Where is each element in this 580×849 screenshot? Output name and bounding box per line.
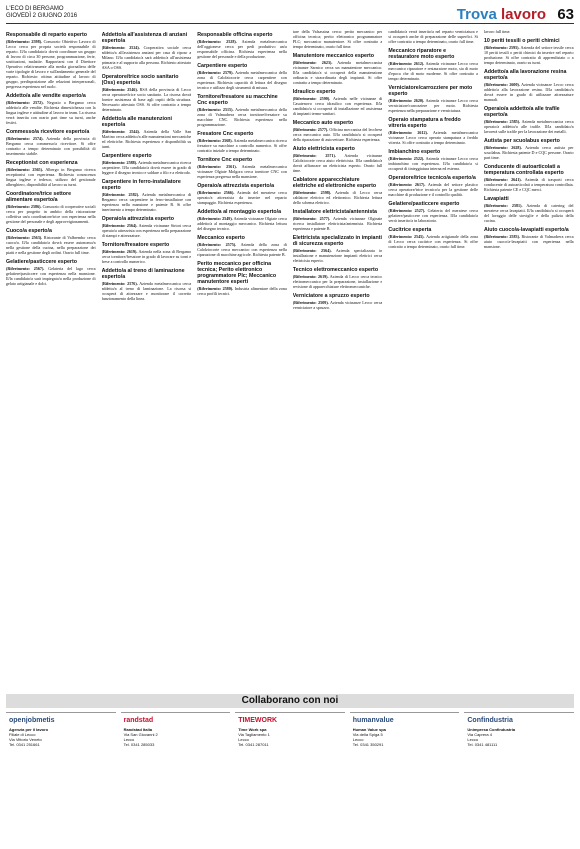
listing-text: Azienda vicinanze Lecco cerca verniciatore/carrozziere per moto. Richiesta esperienza nella preparazione e verniciatura. [388,98,478,113]
listing-title: Gelatiere/pasticcere esperto [388,201,460,207]
listing-text: tare della Valsassina cerca: perito meccanico per officina tecnica; perito elettronico programmatore PLC; meccanico manutentore. Si offre contratto a tempo determinato, orario full time. [292,29,383,49]
listing-reference: (Riferimento: 2524). [101,45,140,50]
listing-text: Azienda metalmeccanica di Bergamo cerca carpentiere in ferro-installatore con esperienza nella mansione e patente B. Si offre inserimento a tempo determinato. [101,192,192,212]
listing-text: Azienda vicinanze Lecco cerca imbianchino con esperienza. Il/la candidato/a si occuperà di tinteggiatura interna ed esterna. [388,156,478,171]
listing-text: Azienda di catering del meratese cerca lavapiatti. Il/la candidato/a si occuperà del lavaggio delle stoviglie e della pulizia della cucina. [483,203,574,223]
listing-body [293,274,383,289]
listing-text: Azienda vicinanze Lecco cerca verniciatore a spruzzo. [292,300,383,310]
listing-text: Consorzio Obiettivo Lavoro di Lecco cerca per propria società responsabile di reparto. Il/la candidato/a dovrà coordinare un gruppo di lavoro di circa 30 persone, programmazione, ferie, sostituzioni, malattie. Rapportarsi con il Direttore Operativo relativamente alla media giornaliera delle varie tipologie di lavoro e sull'andamento generale del reparto. Richiesto: ottima attitudine al lavoro di gruppo, predisposizione alle relazioni interpersonali, pregressa esperienza nel ruolo. [6,39,96,89]
listing-body [388,182,478,197]
listing-title: Operaio/a addetto/a alle trafile esperto/a [483,106,560,118]
listing-body [484,82,574,102]
listing-body [102,160,192,175]
listing-reference: (Riferimento: 2628). [483,145,522,150]
listing-reference: (Riferimento: 2546). [101,87,138,92]
listing-body [388,156,478,171]
listing-body [6,204,96,224]
partner-ads [6,712,574,843]
listing-body [197,164,287,179]
listing-reference: (Riferimento: 2620). [388,98,425,103]
listing-text: Albergo in Bergamo ricerca receptionist con esperienza. Richiesta conoscenza lingua inglese e tedesco, utilizzo del gestionale alberghiero, disponibilità al lavoro su turni. [6,167,96,187]
listing-text: Azienda vicinanze Sirtori cerca operaio/a attrezzista con esperienza nella preparazione di stampi e attrezzature. [101,223,192,238]
partners-band [6,694,574,708]
listing-text: Gelateria del lago cerca gelatiere/pasticcere con esperienza nella mansione. Il/la candidato/a sarà impiegato/a nella produzione di gelato artigianale e dolci. [6,266,96,286]
listing-body [484,45,574,65]
partner-name: Agenzia per il lavoro [9,727,49,732]
listing-reference: (Riferimento: 2515). [197,107,234,112]
listing-text: Azienda cerca autista per scuolabus. Richiesta patente D e CQC persone. Orario part time. [483,145,574,160]
listing-title: Carpentiere esperto [101,153,152,159]
listings-columns [6,28,574,689]
listing-reference: (Riferimento: 2565). [6,167,43,172]
listing-text: Azienda vicinanze Lecco cerca meccanico riparatore e restauratore moto, sia di moto d'epoca che di moto moderne. Si offre contratto a tempo determinato. [388,61,478,81]
listing-reference: (Riferimento: 2572). [6,100,44,105]
listing-title: Autista per scuolabus esperto [483,138,560,144]
partner-contact-line: Tel. 0341 350291 [352,742,384,747]
listing-text: Azienda vicinanze Olgiate cerca addetto/a al montaggio meccanico. Richiesta lettura del disegno tecnico. [197,216,287,231]
listing-title: Imbianchino esperto [388,149,441,155]
listing-body [484,203,574,223]
listing-reference: (Riferimento: 2579). [197,70,234,75]
partner-ad [350,712,460,843]
listings-column [197,28,287,689]
listing-title: Meccanico auto esperto [292,120,354,126]
listing-body [197,107,287,127]
section-title [457,6,546,23]
listing-reference: (Riferimento: 2583). [483,234,520,239]
listing-text: Azienda metalmeccanica cerca operaio/a addetto/a alle trafile. Il/la candidato/a lavorerà sulle trafile per la lavorazione dei metalli. [483,119,574,134]
listing-text: Consorzio di cooperative sociali cerca per progetto in ambito della ristorazione collettiva un/a coordinatore/trice con esperienza nella gestione del personale e degli approvvigionamenti. [6,204,96,224]
listing-title: Operatore/trice tecnico/a esperto/a [388,175,476,181]
listing-text: Azienda vicinanze Olginate ricerca installatore elettricista/antennista. Richiesta esperienza e patente B. [292,216,383,231]
listing-title: Responsabile di reparto esperto [6,32,87,38]
listing-title: 10 periti tessili o periti chimici [483,38,560,44]
listing-reference: (Riferimento: 2619). [292,274,329,279]
listing-body [6,235,96,255]
partner-ad [6,712,116,843]
listing-body [197,39,287,59]
listing-reference: (Riferimento: 2568). [197,138,233,143]
page-header [6,6,574,24]
listing-reference: (Riferimento: 2509). [292,300,329,305]
listing-title: Addetto/a alle vendite esperto/a [6,93,86,99]
listing-body [484,29,574,34]
listing-reference: (Riferimento: 2588). [101,160,138,165]
listing-title: Responsabile officina esperto [197,32,273,38]
listing-body [293,29,383,49]
listing-text: Azienda di Lecco cerca tecnico elettromeccanico per la preparazione, installazione e revisione di apparecchiature elettromeccaniche. [292,274,383,289]
partner-logo: randstad [123,717,154,724]
listing-title: Meccanico riparatore e restauratore moto esperto [388,48,455,60]
listing-text: Azienda metalmeccanica vicinanze Lecco cerca operaio stampatura a freddo vitreria. Si offre contratto a tempo determinato. [388,130,478,145]
listing-body [197,138,287,153]
listing-title: Gelatiere/pasticcere esperto [6,259,77,265]
listing-body [388,98,478,113]
listing-title: Tornitore/fresatore esperto [101,242,170,248]
listing-text: Ristorante di Valmadrera cerca aiuto cuoco/a-lavapiatti con esperienza nella mansione. [483,234,574,249]
listing-body [197,216,287,231]
listing-reference: (Riferimento: 2564). [292,248,332,253]
listing-reference: (Riferimento: 2566). [197,190,235,195]
listing-reference: (Riferimento: 2549). [197,216,233,221]
listing-text: Officina meccanica del lecchese cerca meccanico auto. Il/la candidato/a si occuperà della riparazione di autovetture. Richiesta esperienza. [292,127,383,142]
partner-contact-line: Via della Spiga 5 [352,732,383,737]
listing-body [102,223,192,238]
partner-contact-line: Tel. 0341 251661 [9,742,40,747]
listings-column [388,28,478,689]
listing-text: Azienda metalmeccanica della zona di Valmadrera cerca tornitore/fresatore su macchine CNC. Richiesta esperienza nella programmazione. [197,107,287,127]
listing-text: Azienda della zona di Calolziocorte cerca meccanico con esperienza nella riparazione di macchine agricole. Richiesta patente B. [197,242,287,257]
listing-body [197,242,287,257]
listing-reference: (Riferimento: 2641). [483,177,522,182]
partner-logo: Confindustria [467,717,513,724]
partners-band-title: Collaborano con noi [241,695,339,706]
listing-body [293,153,383,173]
listing-reference: (Riferimento: 2567). [6,266,45,271]
listing-reference: (Riferimento: 2582). [101,192,140,197]
listing-title: Perito meccanico per officina tecnica; Perito elettronico programmatore Plc; Meccanico manutentore esperti [197,261,277,285]
listing-reference: (Riferimento: 2527). [388,208,426,213]
listing-title: Coordinatore/trice settore alimentare esperto/a [6,191,72,203]
partner-logo: openjobmetis [9,717,55,724]
listing-reference: (Riferimento: 2577). [292,216,331,221]
partner-ad [464,712,574,843]
listing-title: Tornitore/fresatore su macchine Cnc esperto [197,94,278,106]
listing-text: Azienda di trasporti cerca conducente di autoarticolati a temperatura controllata. Richiesta patente CE e CQC merci. [483,177,574,192]
listing-title: Meccanico esperto [197,235,245,241]
listings-column [102,28,192,689]
listing-body [6,167,96,187]
listing-body [102,281,192,301]
listing-reference: (Riferimento: 2598). [6,39,43,44]
listing-title: Tecnico elettromeccanico esperto [292,267,379,273]
listing-reference: (Riferimento: 2580). [197,286,234,291]
listing-body [293,216,383,231]
listing-text: Azienda vicinanze Calolziocorte cerca aiuto elettricista. Il/la candidato/a dovrà affiancare un elettricista esperto. Orario full time. [292,153,383,173]
listing-reference: (Riferimento: 2544). [101,129,140,134]
listing-body [484,145,574,160]
listing-reference: (Riferimento: 2585). [483,119,521,124]
listing-body [6,136,96,156]
listing-text: Azienda del meratese cerca operaio/a attrezzista da inserire nel reparto stampaggio. Richiesta esperienza. [197,190,287,205]
section-title-a: Trova [456,6,497,23]
listing-title: Carpentiere esperto [197,63,248,69]
listing-body [102,192,192,212]
listing-reference: (Riferimento: 2595). [483,45,520,50]
partner-name: Unimpresa Confindustria [467,727,516,732]
listing-reference: (Riferimento: 2612). [388,61,425,66]
partner-name: Time Work spa [238,727,267,732]
listing-text: Azienda del settore plastico cerca operatore/trice tecnico/a per la gestione delle macchine di produzione e il controllo qualità. [388,182,478,197]
listing-reference: (Riferimento: 2528). [197,39,237,44]
listing-body [388,130,478,145]
listing-text: Azienda metalmeccanica ricerca fresatore su macchine a controllo numerico. Si offre contratto iniziale a tempo determinato. [197,138,287,153]
listings-column [484,28,574,689]
listing-reference: (Riferimento: 2564). [101,223,138,228]
listing-reference: (Riferimento: 2561). [197,164,237,169]
listing-text: Ristorante di Valbrembo cerca cuoco/a. Il/la candidato/a dovrà essere autonomo/a nella gestione della cucina, nella preparazione dei piatti e nella gestione degli ordini. Orario full time. [6,235,96,255]
listing-text: Azienda specializzata in installazione e manutenzione impianti elettrici cerca elettricista esperto. [292,248,383,263]
listing-body [388,29,478,44]
listing-text: Azienda metalmeccanica vicinanze Sarnico cerca un manutentore meccanico. Il/la candidato/a si occuperà della manutenzione ordinaria e straordinaria degli impianti. Si offre contratto a tempo determinato. [292,60,383,85]
listing-title: Verniciatore a spruzzo esperto [292,293,370,299]
partner-ad [235,712,345,843]
listing-body [6,39,96,89]
listing-body [388,208,478,223]
listing-title: Manutentore meccanico esperto [292,53,375,59]
listing-text: Azienda metalmeccanica dell'oggionese cerca per pedi produttivo un/a responsabile officina. Richiesta esperienza nella gestione del personale e della produzione. [197,39,287,59]
listing-reference: (Riferimento: 2563). [6,235,43,240]
listing-body [484,177,574,192]
listing-text: RSA della provincia di Lecco cerca operatore/trice socio sanitario. La risorsa dovrà fornire assistenza di base agli ospiti della struttura. Necessario attestato OSS. Si offre contratto a tempo determinato. [101,87,192,112]
listing-body [293,248,383,263]
listing-title: Addetto/a alla lavorazione resina esperto/a [483,69,567,81]
listing-reference: (Riferimento: 2577). [292,127,329,132]
listing-reference: (Riferimento: 2590). [292,96,331,101]
listing-title: Cuoco/a esperto/a [6,228,52,234]
listing-text: Azienda nelle vicinanze di Casatenovo cerca idraulico con esperienza. Il/la candidato/a si occuperà di installazione ed assistenza di impianti termo-sanitari. [292,96,383,116]
listing-text: candidato/a verrà inserito/a nel reparto verniciatura e si occuperà anche di preparazione delle superfici. Si offre contratto a tempo determinato, orario full time. [388,29,478,44]
listing-text: Azienda della provincia di Bergamo cerca commesso/a ricevitore. Si offre contratto a tempo determinato con possibilità di inserimento stabile. [6,136,96,156]
listing-title: Carpentiere in ferro-installatore esperto [101,179,181,191]
listing-title: Operatore/trice socio sanitario (Oss) esperto/a [101,74,179,86]
listing-title: Aiuto elettricista esperto [292,146,355,152]
listing-title: Elettricista specializzato in impianti di sicurezza esperto [292,235,382,247]
partner-contact-line: Via Caprera 4 [467,732,492,737]
listing-body [293,127,383,142]
listing-text: Azienda metalmeccanica ricerca carpentiere. Il/la candidato/a dovrà essere in grado di leggere il disegno tecnico e saldare a filo e a elettrodo. [101,160,192,175]
listing-reference: (Riferimento: 2598). [292,190,332,195]
listing-text: Cooperativa sociale cerca addetto/a all'assistenza anziani per casa di riposo a Milano. Il/la candidato/a sarà addetto/a all'assistenza primaria e al supporto alla persona. Richiesto attestato ASA o OSS. [101,45,192,70]
publication-name: L'ECO DI BERGAMO [6,6,64,12]
listing-title: Operaio/a attrezzista esperto [101,216,175,222]
listing-title: Addetto/a all'assistenza di anziani esperto/a [101,32,188,44]
listing-reference: (Riferimento: 2545). [388,234,425,239]
listing-reference: (Riferimento: 2617). [388,182,426,187]
listing-body [293,96,383,116]
listing-body [388,234,478,249]
listing-text: Gelateria del meratese cerca gelatiere/pasticcere con esperienza. Il/la candidato/a verrà inserito/a in laboratorio. [388,208,478,223]
partner-contact-line: Via San Giovanni 2 [123,732,158,737]
listing-body [484,119,574,134]
listing-text: Azienda metalmeccanica della zona di Calolziocorte cerca carpentiere con esperienza. Richiesta capacità di lettura del disegno tecnico e utilizzo degli strumenti di misura. [197,70,287,90]
listing-text: Azienda di Lecco cerca cablatore elettrico ed elettronico. Richiesta lettura dello schema elettrico. [292,190,383,205]
page-number: 63 [557,6,574,23]
listing-body [293,190,383,205]
listing-text: Industria alimentare della zona cerca profili tecnici. [197,286,287,296]
listing-text: Azienda della Valle San Martino cerca addetto/a alle manutenzioni meccaniche ed elettriche. Richiesta esperienza e disponibilità su turni. [101,129,192,149]
partner-contact-line: Lecco [352,737,364,742]
listing-text: Azienda artigianale della zona di Lecco cerca cucitrice con esperienza. Si offre contratto a tempo determinato, orario full time. [388,234,478,249]
listing-title: Addetto/a alle manutenzioni esperto/a [101,116,172,128]
section-title-b: lavoro [500,6,546,23]
partner-contact-line: Filiale di Lecco [9,732,36,737]
publication-date: GIOVEDÌ 2 GIUGNO 2016 [6,13,78,19]
listing-body [102,129,192,149]
listing-reference: (Riferimento: 2600). [483,82,520,87]
listing-reference: (Riferimento: 2586). [6,204,42,209]
listing-body [102,45,192,70]
partner-contact-line: Via Tagliamento 1 [238,732,270,737]
partner-contact-line: Lecco [123,737,135,742]
listing-body [6,100,96,125]
listing-reference: (Riferimento: 2574). [6,136,44,141]
listing-reference: (Riferimento: 2619). [101,249,138,254]
listing-title: Operaio/a attrezzista esperto/a [197,183,275,189]
partner-ad [121,712,231,843]
listing-reference: (Riferimento: 2576). [101,281,138,286]
listing-title: Receptionist con esperienza [6,160,78,166]
listing-body [102,87,192,112]
listing-title: Conducente di autoarticolati a temperatura controllata esperto [483,164,564,176]
listing-body [197,70,287,90]
listing-body [293,300,383,310]
listing-text: Azienda nella zona di Bergamo cerca tornitore/fresatore in grado di lavorare su torni e frese a controllo numerico. [101,249,192,264]
listing-text: lavoro full time. [483,29,511,34]
listing-reference: (Riferimento: 2612). [388,130,428,135]
partner-name: Human Value spa [352,727,386,732]
listing-title: Aiuto cuoco/a-lavapiatti esperto/a [483,227,569,233]
listing-reference: (Riferimento: 2581). [483,203,523,208]
listing-title: Cucitrice esperta [388,227,432,233]
listing-reference: (Riferimento: 2571). [292,153,336,158]
partner-contact-line: Lecco [238,737,249,742]
listing-title: Operaio stampatura a freddo vitreria esperto [388,117,461,129]
listings-column [6,28,96,689]
listing-title: Tornitore Cnc esperto [197,157,253,163]
listing-body [293,60,383,85]
partner-logo: TIMEWORK [238,717,278,724]
listings-column [293,28,383,689]
listing-reference: (Riferimento: 2522). [388,156,425,161]
listing-body [388,61,478,81]
partner-contact-line: Tel. 0341 481111 [467,742,498,747]
listing-text: Azienda metalmeccanica cerca addetto/a al treno di laminazione. La risorsa si occuperà di attrezzare e monitorare il corretto funzionamento della linea. [101,281,192,301]
listing-reference: (Riferimento: 2623). [292,60,333,65]
publication-info [6,6,77,20]
listing-body [484,234,574,249]
listing-title: Lavapiatti [483,196,509,202]
partner-contact-line: Tel. 0341 287011 [238,742,269,747]
partner-contact-line: Lecco [467,737,479,742]
listing-title: Idraulico esperto [292,89,336,95]
listing-title: Commesso/a ricevitore esperto/a [6,129,90,135]
partner-contact-line: Via Vittorio Veneto [9,737,42,742]
listing-body [197,190,287,205]
listing-title: Installatore elettricista/antennista [292,209,377,215]
listing-body [6,266,96,286]
listing-title: Addetto/a al treno di laminazione esperto/a [101,268,185,280]
listing-title: Cablatore apparecchiature elettriche ed elettroniche esperto [292,177,377,189]
listing-title: Fresatore Cnc esperto [197,131,254,137]
partner-name: Randstad Italia [123,727,153,732]
partner-logo: humanvalue [352,717,394,724]
listing-body [102,249,192,264]
listing-title: Addetto/a al montaggio esperto/a [197,209,282,215]
listing-text: Azienda del settore tessile cerca 10 periti tessili o periti chimici da inserire nel reparto produzione. Si offre contratto di apprendistato o a tempo determinato, orario su turni. [483,45,574,65]
listing-text: Azienda vicinanze Lecco cerca addetto/a alla lavorazione resina. Il/la candidato/a dovrà essere in grado di utilizzare attrezzature manuali. [483,82,574,102]
listing-reference: (Riferimento: 2575). [197,242,237,247]
listing-text: Negozio a Bergamo cerca addetto/a alle vendite. Richiesta dimestichezza con la lingua inglese e attitudine al lavoro in team. La risorsa verrà inserita con orario part time su turni, anche festivi. [6,100,96,125]
listing-body [197,286,287,296]
listing-text: Azienda metalmeccanica vicinanze Olgiate Molgora cerca tornitore CNC con esperienza pregressa nella mansione. [197,164,287,179]
partner-contact-line: Tel. 0341 285033 [123,742,155,747]
listing-title: Verniciatore/carrozziere per moto esperto [388,85,473,97]
